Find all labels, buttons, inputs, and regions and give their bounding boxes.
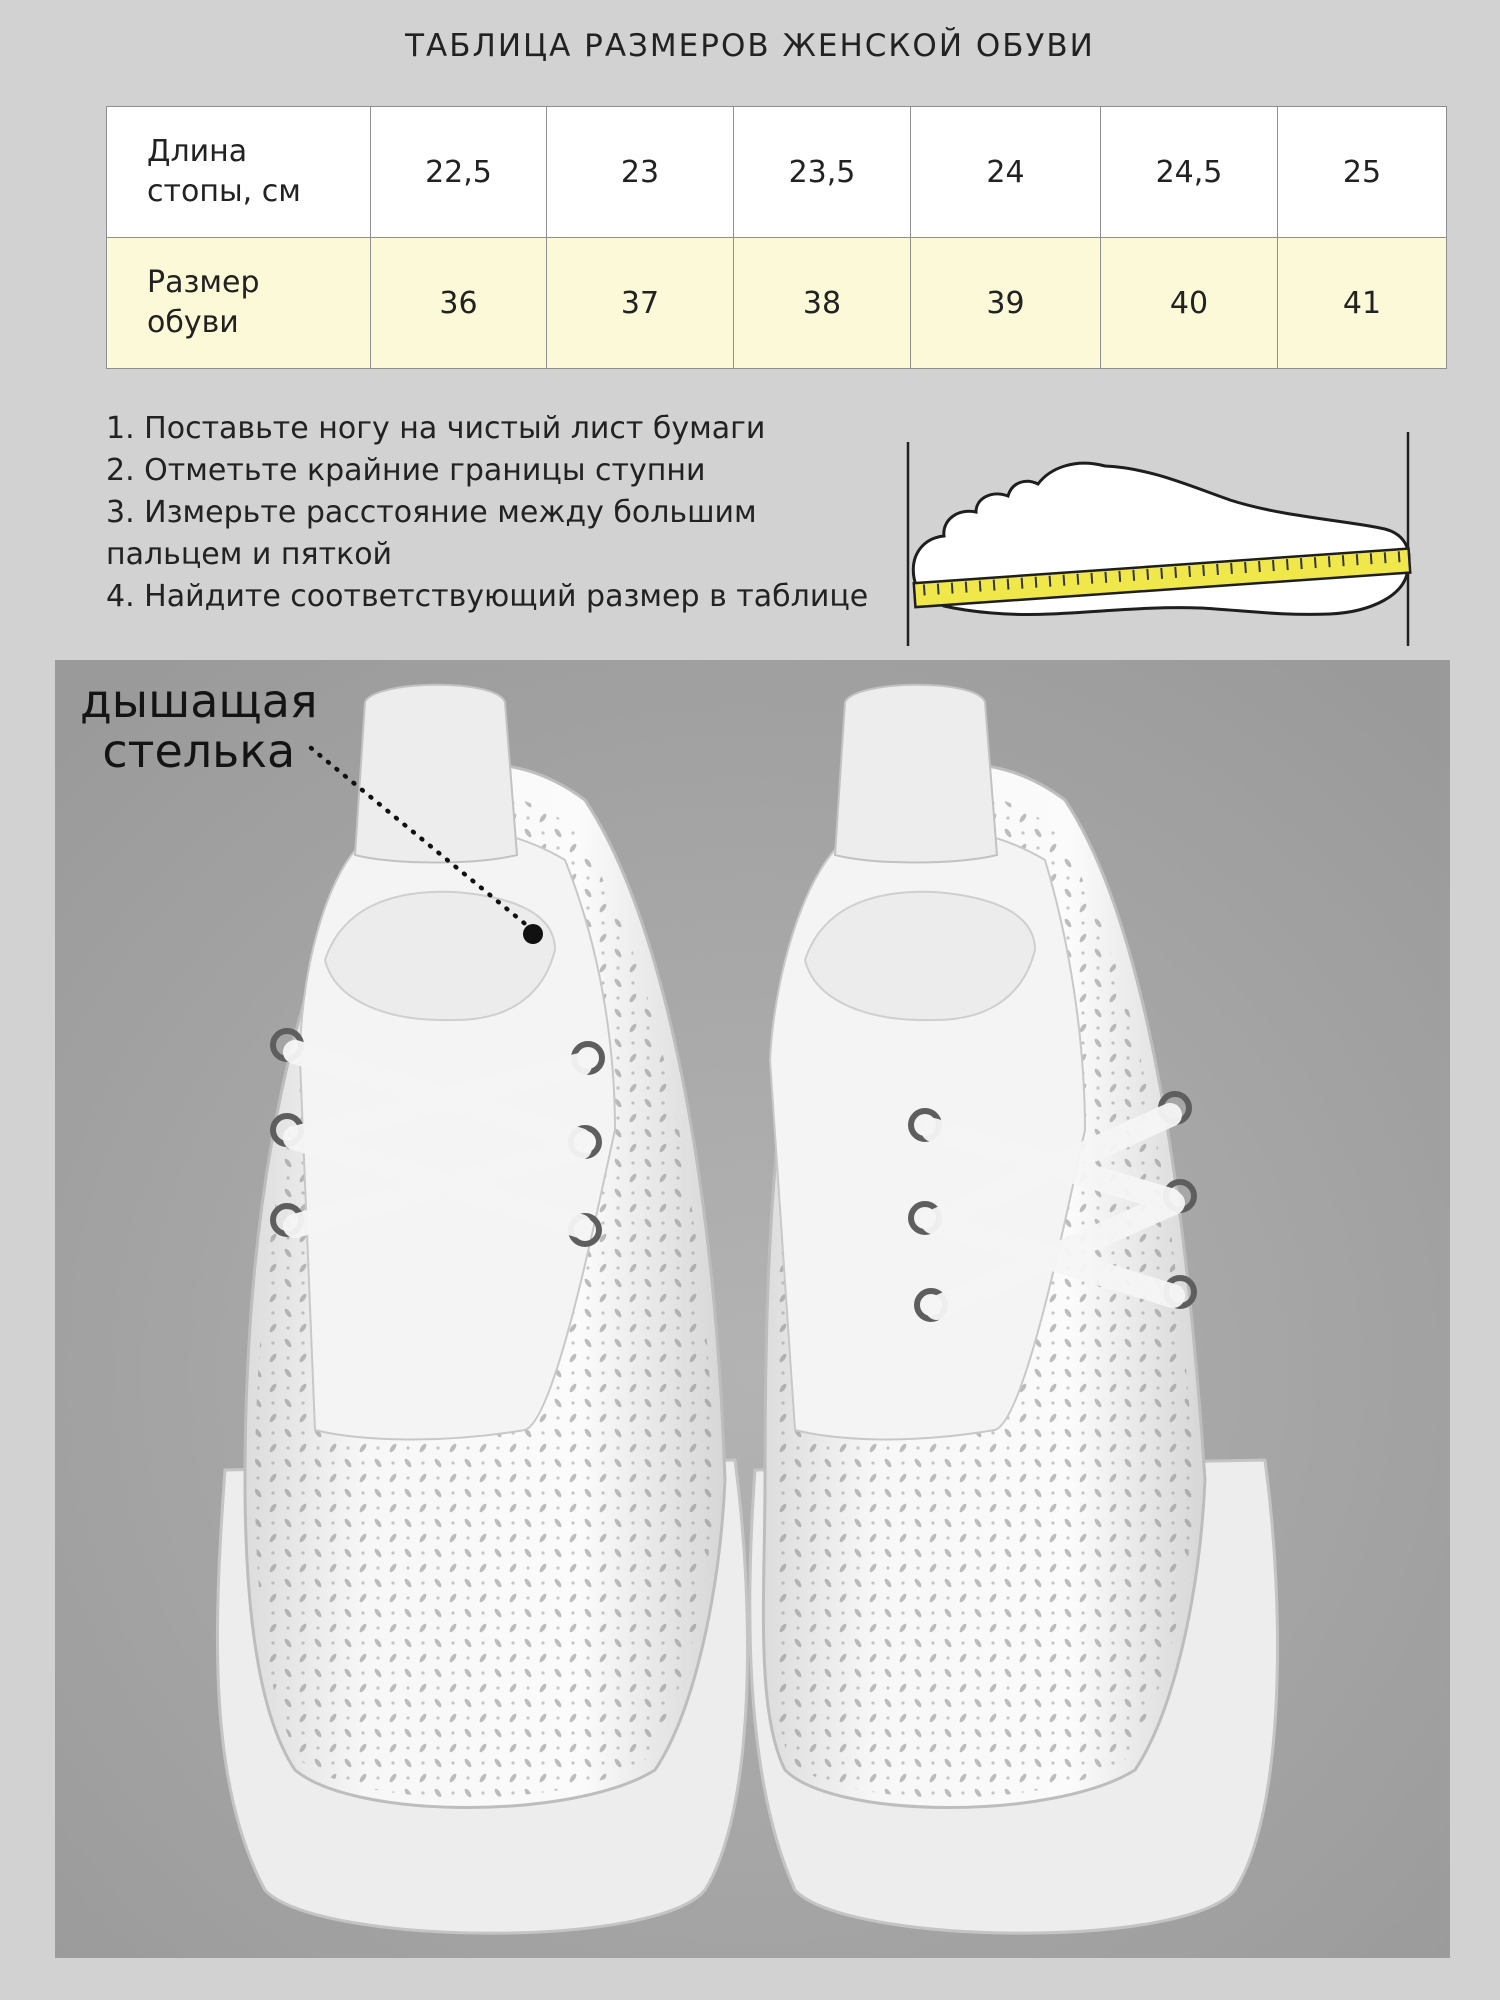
insole-label — [80, 676, 318, 776]
product-photo — [55, 660, 1450, 1958]
tape-tick — [1301, 558, 1302, 569]
tape-tick — [1008, 579, 1009, 590]
tape-tick — [1064, 575, 1065, 586]
tape-tick — [1189, 566, 1190, 577]
tape-tick — [1399, 551, 1400, 562]
insole-pointer-dot — [523, 924, 543, 944]
instruction-step-3-cont: пальцем и пяткой — [106, 537, 393, 572]
foot-measure-diagram — [900, 428, 1420, 648]
table-cell: 36 — [371, 238, 547, 369]
table-cell: 41 — [1278, 238, 1447, 369]
table-cell: 24 — [911, 107, 1101, 238]
tape-tick — [1022, 578, 1023, 589]
tape-tick — [1217, 564, 1218, 575]
row-header-line: Размер — [147, 265, 260, 300]
measuring-instructions — [106, 408, 896, 618]
instruction-step-1: 1. Поставьте ногу на чистый лист бумаги — [106, 411, 766, 446]
tape-tick — [1287, 559, 1288, 570]
table-cell: 23,5 — [734, 107, 911, 238]
tape-tick — [1371, 553, 1372, 564]
size-table — [106, 106, 1447, 369]
tape-tick — [952, 583, 953, 594]
tape-tick — [966, 582, 967, 593]
table-row-foot-length — [107, 107, 1447, 238]
tape-tick — [938, 584, 939, 595]
table-cell: 24,5 — [1101, 107, 1278, 238]
row-header-line: Длина — [147, 134, 248, 169]
tape-tick — [1203, 565, 1204, 576]
tape-tick — [1357, 554, 1358, 565]
insole-label-line: дышащая — [80, 674, 318, 728]
row-header-line: обуви — [147, 305, 239, 340]
tape-tick — [980, 581, 981, 592]
insole-label-line: стелька — [102, 724, 296, 778]
table-row-shoe-size — [107, 238, 1447, 369]
instruction-step-4: 4. Найдите соответствующий размер в таблице — [106, 579, 869, 614]
tape-tick — [924, 584, 925, 595]
tape-tick — [1036, 577, 1037, 588]
table-cell: 25 — [1278, 107, 1447, 238]
table-cell: 22,5 — [371, 107, 547, 238]
tape-tick — [1343, 555, 1344, 566]
tape-tick — [1245, 562, 1246, 573]
tape-tick — [994, 580, 995, 591]
tape-tick — [1231, 563, 1232, 574]
tape-tick — [1259, 561, 1260, 572]
left-shoe-heel-tab — [355, 685, 517, 863]
tape-tick — [1078, 574, 1079, 585]
tape-tick — [1147, 569, 1148, 580]
tape-tick — [1091, 573, 1092, 584]
tape-tick — [1273, 560, 1274, 571]
table-cell: 38 — [734, 238, 911, 369]
tape-tick — [1315, 557, 1316, 568]
instruction-step-2: 2. Отметьте крайние границы ступни — [106, 453, 706, 488]
table-cell: 39 — [911, 238, 1101, 369]
tape-tick — [1133, 570, 1134, 581]
row-header-shoe-size — [107, 238, 371, 369]
table-cell: 37 — [547, 238, 734, 369]
instruction-step-3: 3. Измерьте расстояние между большим — [106, 495, 757, 530]
row-header-line: стопы, см — [147, 174, 301, 209]
tape-tick — [1175, 567, 1176, 578]
page-title: ТАБЛИЦА РАЗМЕРОВ ЖЕНСКОЙ ОБУВИ — [405, 28, 1095, 64]
right-shoe-heel-tab — [835, 685, 997, 863]
tape-tick — [1050, 576, 1051, 587]
tape-tick — [1161, 568, 1162, 579]
table-cell: 23 — [547, 107, 734, 238]
row-header-foot-length — [107, 107, 371, 238]
tape-tick — [1105, 572, 1106, 583]
tape-tick — [1385, 552, 1386, 563]
tape-tick — [1119, 571, 1120, 582]
tape-tick — [1329, 556, 1330, 567]
table-cell: 40 — [1101, 238, 1278, 369]
